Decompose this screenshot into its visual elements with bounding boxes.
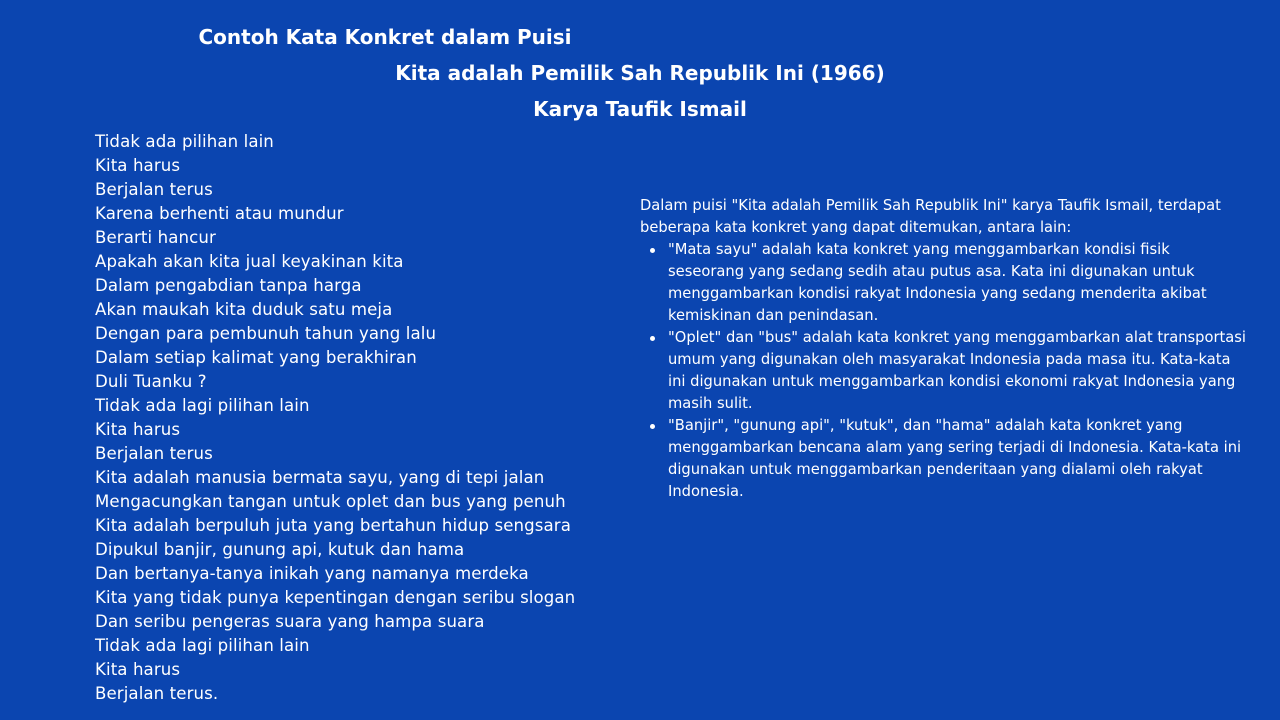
- poem-line: Dalam pengabdian tanpa harga: [95, 276, 362, 295]
- poem-line: Tidak ada lagi pilihan lain: [95, 636, 310, 655]
- poem-line: Dalam setiap kalimat yang berakhiran: [95, 348, 417, 367]
- analysis-point: [668, 327, 1250, 415]
- analysis-section: [640, 195, 1250, 503]
- poem-line: Tidak ada lagi pilihan lain: [95, 396, 310, 415]
- poem-line: Kita adalah berpuluh juta yang bertahun hidup sengsara: [95, 516, 571, 535]
- poem-line: Dengan para pembunuh tahun yang lalu: [95, 324, 437, 343]
- bullet-icon: [650, 424, 655, 429]
- analysis-list: [640, 239, 1250, 503]
- poem-text: [95, 130, 615, 706]
- poem-line: Mengacungkan tangan untuk oplet dan bus yang penuh: [95, 492, 566, 511]
- poem-line: Dipukul banjir, gunung api, kutuk dan hama: [95, 540, 465, 559]
- poem-line: Akan maukah kita duduk satu meja: [95, 300, 393, 319]
- bullet-icon: [650, 248, 655, 253]
- poem-line: Berjalan terus: [95, 444, 213, 463]
- poem-line: Berjalan terus.: [95, 684, 219, 703]
- poem-line: Kita adalah manusia bermata sayu, yang di tepi jalan: [95, 468, 545, 487]
- analysis-point-text: "Mata sayu" adalah kata konkret yang menggambarkan kondisi fisik seseorang yang sedang sedih atau putus asa. Kata ini digunakan untuk menggambarkan kondisi rakyat Indonesia yang sedang menderita akibat kemiskinan dan penindasan.: [668, 241, 1207, 324]
- page-title: Contoh Kata Konkret dalam Puisi: [198, 25, 572, 49]
- analysis-point-text: "Banjir", "gunung api", "kutuk", dan "hama" adalah kata konkret yang menggambarkan bencana alam yang sering terjadi di Indonesia. Kata-kata ini digunakan untuk menggambarkan penderitaan yang dialami oleh rakyat Indonesia.: [668, 417, 1242, 500]
- poem-line: Dan seribu pengeras suara yang hampa suara: [95, 612, 485, 631]
- poem-line: Karena berhenti atau mundur: [95, 204, 344, 223]
- analysis-point: [668, 239, 1250, 327]
- poem-line: Kita harus: [95, 420, 181, 439]
- analysis-point: [668, 415, 1250, 503]
- poem-line: Kita harus: [95, 156, 181, 175]
- poem-line: Berarti hancur: [95, 228, 216, 247]
- poem-line: Tidak ada pilihan lain: [95, 132, 274, 151]
- poem-title: Kita adalah Pemilik Sah Republik Ini (1966): [395, 61, 885, 85]
- poem-line: Kita harus: [95, 660, 181, 679]
- poem-line: Duli Tuanku ?: [95, 372, 207, 391]
- poem-line: Berjalan terus: [95, 180, 213, 199]
- bullet-icon: [650, 336, 655, 341]
- poem-line: Kita yang tidak punya kepentingan dengan seribu slogan: [95, 588, 576, 607]
- poem-author: Karya Taufik Ismail: [533, 97, 747, 121]
- analysis-point-text: "Oplet" dan "bus" adalah kata konkret yang menggambarkan alat transportasi umum yang digunakan oleh masyarakat Indonesia pada masa itu. Kata-kata ini digunakan untuk menggambarkan kondisi ekonomi rakyat Indonesia yang masih sulit.: [668, 329, 1247, 412]
- analysis-intro: Dalam puisi "Kita adalah Pemilik Sah Republik Ini" karya Taufik Ismail, terdapat beberapa kata konkret yang dapat ditemukan, antara lain:: [640, 197, 1221, 236]
- poem-line: Dan bertanya-tanya inikah yang namanya merdeka: [95, 564, 529, 583]
- poem-line: Apakah akan kita jual keyakinan kita: [95, 252, 404, 271]
